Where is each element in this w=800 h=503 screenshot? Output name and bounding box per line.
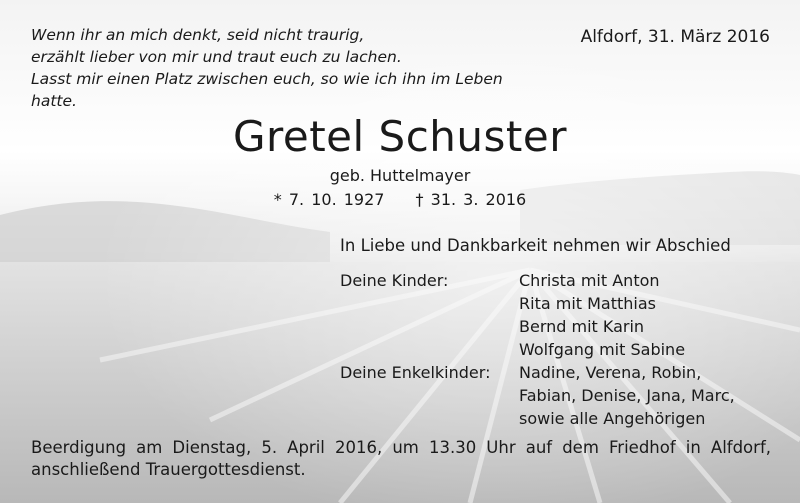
place-and-date: Alfdorf, 31. März 2016	[580, 27, 770, 47]
child-entry: Christa mit Anton	[519, 271, 660, 290]
relatives-entry: sowie alle Angehörigen	[519, 409, 706, 428]
birth-date: * 7. 10. 1927	[273, 190, 385, 209]
poem-line: erzählt lieber von mir und traut euch zu lachen.	[31, 48, 402, 66]
child-entry: Rita mit Matthias	[519, 294, 656, 313]
child-entry: Wolfgang mit Sabine	[519, 340, 686, 359]
deceased-name: Gretel Schuster	[232, 112, 567, 161]
child-entry: Bernd mit Karin	[519, 317, 645, 336]
life-dates	[0, 190, 800, 209]
poem-line: hatte.	[31, 92, 77, 110]
farewell-statement: In Liebe und Dankbarkeit nehmen wir Abschied	[340, 236, 731, 255]
children-label: Deine Kinder:	[340, 271, 449, 290]
funeral-line: Beerdigung am Dienstag, 5. April 2016, um 13.30 Uhr auf dem Friedhof in Alfdorf,	[31, 438, 771, 457]
funeral-details	[31, 437, 771, 481]
death-date: † 31. 3. 2016	[415, 190, 527, 209]
grandchildren-label: Deine Enkelkinder:	[340, 363, 491, 382]
grandchildren-entry: Nadine, Verena, Robin,	[519, 363, 702, 382]
poem-line: Lasst mir einen Platz zwischen euch, so wie ich ihn im Leben	[31, 70, 503, 88]
grandchildren-entry: Fabian, Denise, Jana, Marc,	[519, 386, 735, 405]
memorial-poem	[31, 24, 551, 112]
birth-name: geb. Huttelmayer	[329, 166, 471, 185]
poem-line: Wenn ihr an mich denkt, seid nicht traurig,	[31, 26, 365, 44]
funeral-line: anschließend Trauergottesdienst.	[31, 460, 306, 479]
